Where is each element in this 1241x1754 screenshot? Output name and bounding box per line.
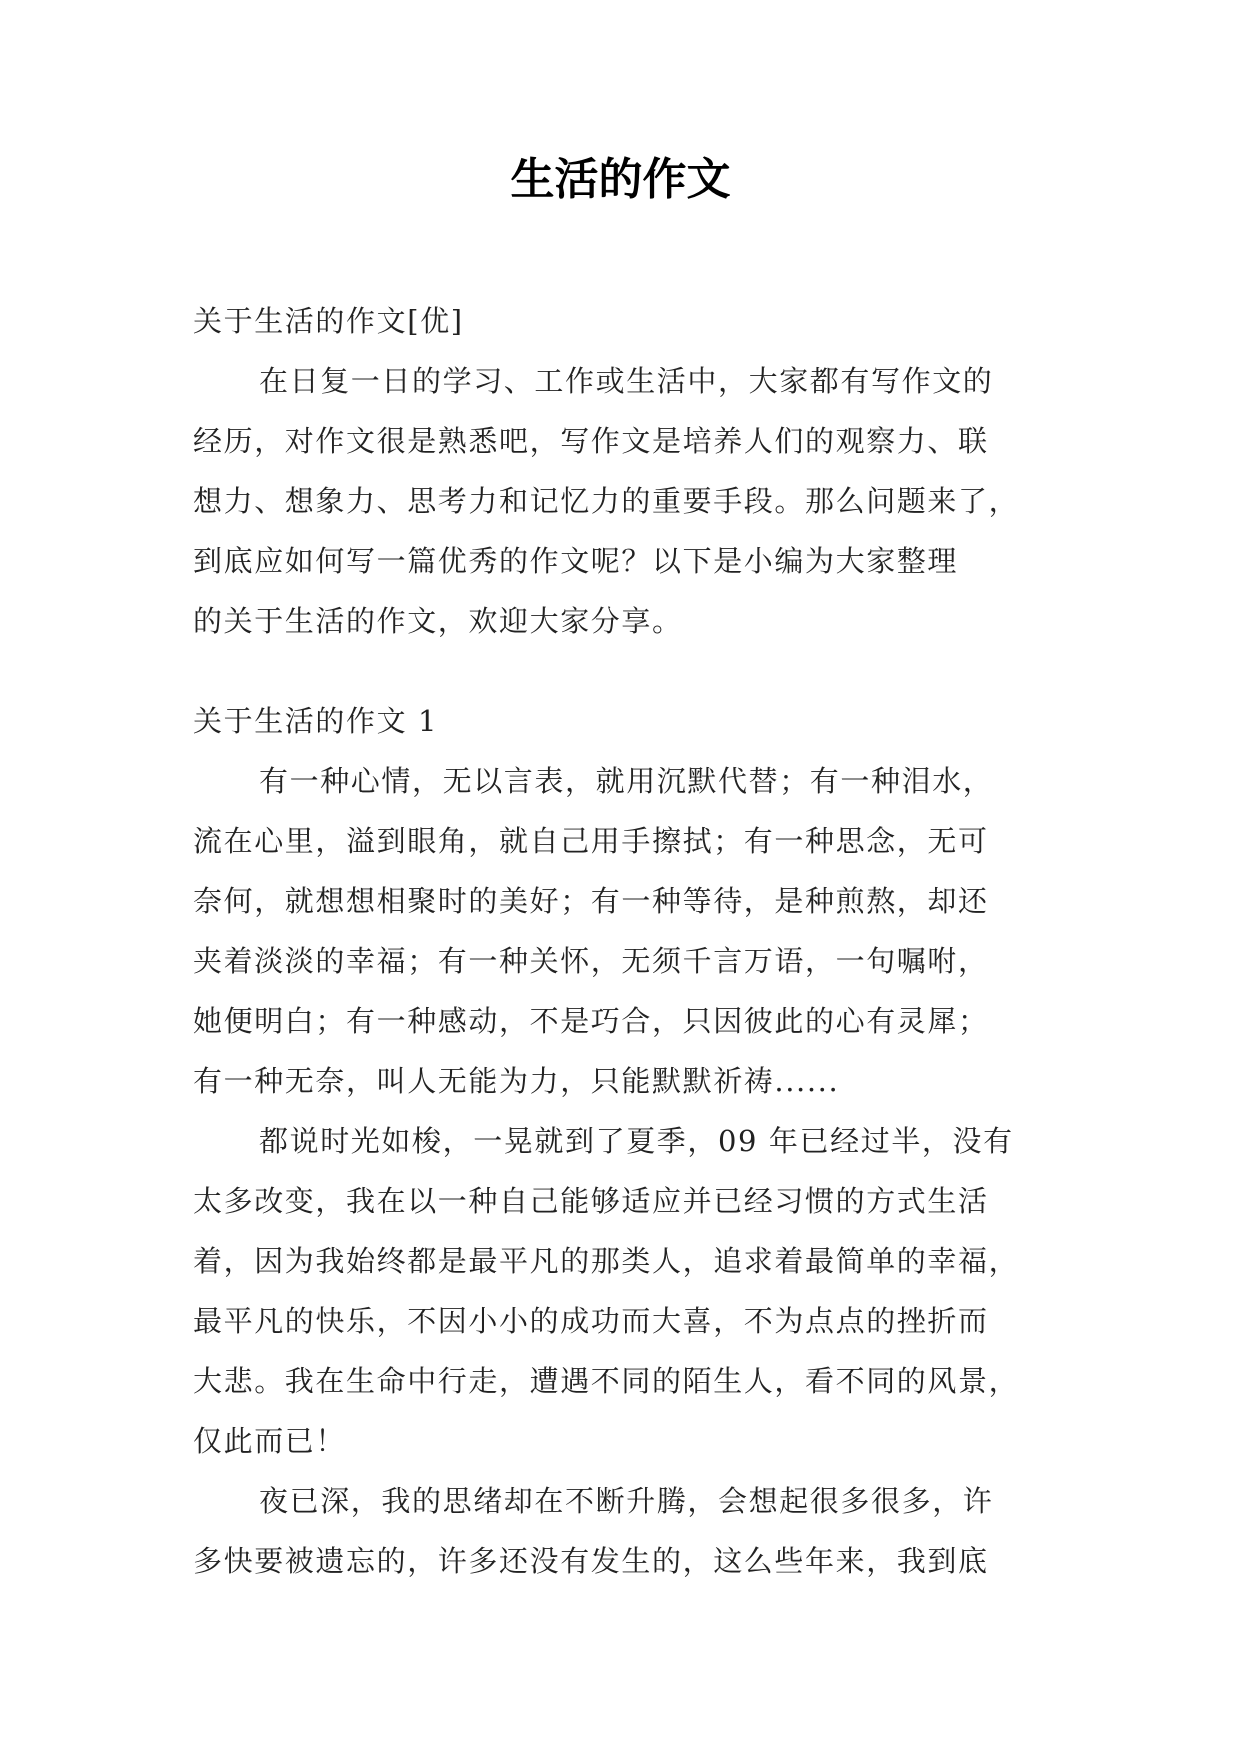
section-heading: 关于生活的作文 1 — [193, 704, 439, 738]
paragraph-line: 着，因为我始终都是最平凡的那类人，追求着最简单的幸福， — [193, 1244, 1020, 1278]
paragraph-line: 夜已深，我的思绪却在不断升腾，会想起很多很多，许 — [259, 1484, 994, 1518]
paragraph-line: 的关于生活的作文，欢迎大家分享。 — [193, 604, 683, 638]
paragraph-line: 她便明白；有一种感动，不是巧合，只因彼此的心有灵犀； — [193, 1004, 989, 1038]
paragraph-2 — [193, 1111, 1053, 1471]
paragraph-line: 到底应如何写一篇优秀的作文呢？以下是小编为大家整理 — [193, 544, 959, 578]
document-body — [193, 291, 1053, 1591]
paragraph-3 — [193, 1471, 1053, 1591]
paragraph-line: 最平凡的快乐，不因小小的成功而大喜，不为点点的挫折而 — [193, 1304, 989, 1338]
paragraph-line: 夹着淡淡的幸福；有一种关怀，无须千言万语，一句嘱咐， — [193, 944, 989, 978]
paragraph-line: 仅此而已！ — [193, 1424, 347, 1458]
paragraph-line: 太多改变，我在以一种自己能够适应并已经习惯的方式生活 — [193, 1184, 989, 1218]
section-gap — [193, 651, 1053, 691]
document-title: 生活的作文 — [510, 154, 731, 205]
paragraph-line: 奈何，就想想相聚时的美好；有一种等待，是种煎熬，却还 — [193, 884, 989, 918]
paragraph-1 — [193, 751, 1053, 1111]
paragraph-line: 有一种心情，无以言表，就用沉默代替；有一种泪水， — [259, 764, 994, 798]
intro-heading: 关于生活的作文[优] — [193, 304, 464, 338]
intro-paragraph — [193, 351, 1053, 651]
paragraph-line: 经历，对作文很是熟悉吧，写作文是培养人们的观察力、联 — [193, 424, 989, 458]
paragraph-line: 都说时光如梭，一晃就到了夏季，09 年已经过半，没有 — [259, 1124, 1014, 1158]
paragraph-line: 想力、想象力、思考力和记忆力的重要手段。那么问题来了， — [193, 484, 1020, 518]
paragraph-line: 大悲。我在生命中行走，遭遇不同的陌生人，看不同的风景， — [193, 1364, 1020, 1398]
paragraph-line: 在日复一日的学习、工作或生活中，大家都有写作文的 — [259, 364, 994, 398]
paragraph-line: 流在心里，溢到眼角，就自己用手擦拭；有一种思念，无可 — [193, 824, 989, 858]
paragraph-line: 多快要被遗忘的，许多还没有发生的，这么些年来，我到底 — [193, 1544, 989, 1578]
paragraph-line: 有一种无奈，叫人无能为力，只能默默祈祷...... — [193, 1064, 840, 1098]
